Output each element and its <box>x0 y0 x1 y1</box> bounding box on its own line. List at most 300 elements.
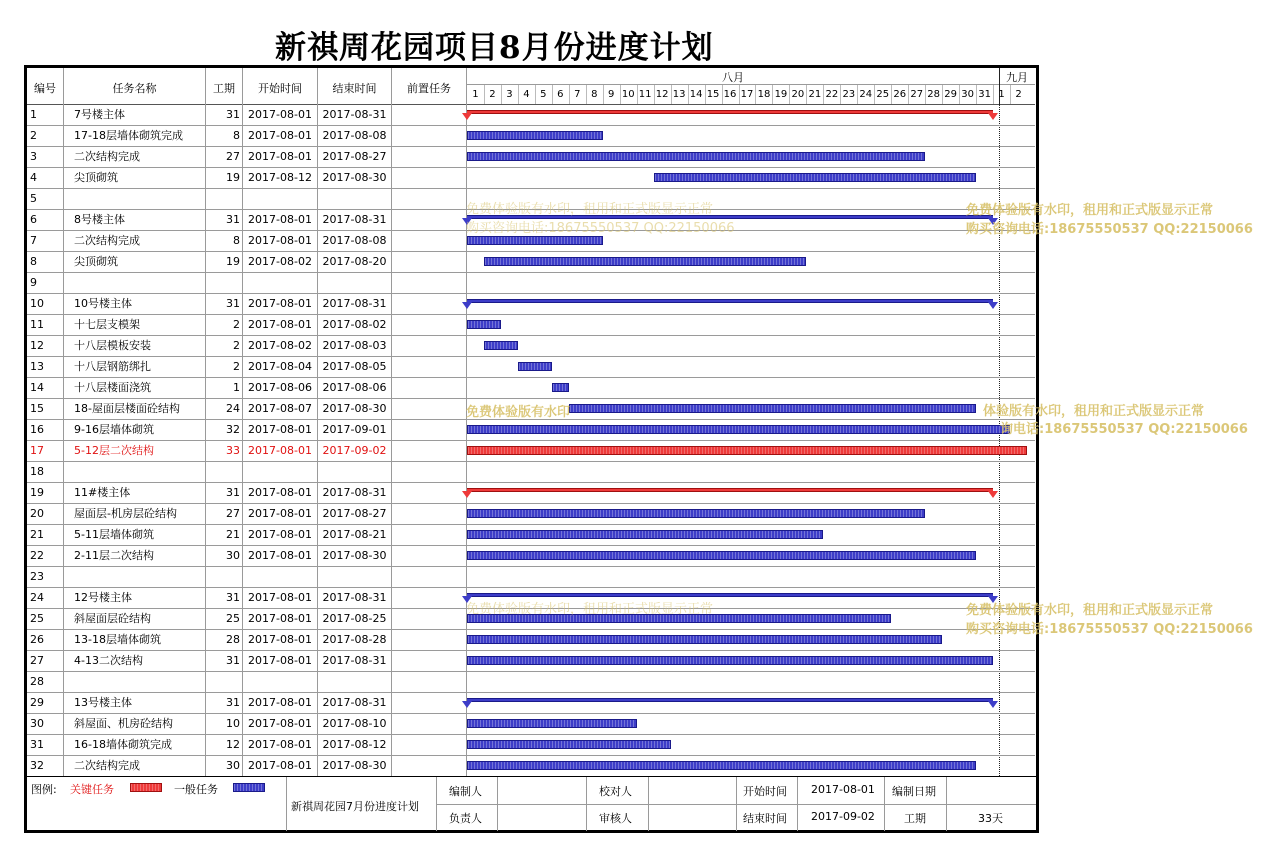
watermark-1: 免费体验版有水印，租用和正式版显示正常 <box>466 202 714 217</box>
timeline-day: 29 <box>944 89 957 100</box>
task-start: 2017-08-02 <box>248 339 312 352</box>
timeline-day: 14 <box>689 89 703 100</box>
task-duration: 19 <box>226 255 240 268</box>
header-start: 开始时间 <box>258 82 302 95</box>
task-duration <box>206 272 240 293</box>
task-duration: 2 <box>233 318 240 331</box>
task-name: 二次结构完成 <box>74 234 140 247</box>
summary-end-marker <box>988 491 998 498</box>
responsible-label: 负责人 <box>449 812 482 825</box>
task-name: 2-11层二次结构 <box>74 549 154 562</box>
task-duration: 25 <box>226 612 240 625</box>
task-duration: 10 <box>226 717 240 730</box>
task-id: 6 <box>30 213 37 226</box>
timeline-day: 1 <box>998 89 1005 100</box>
task-id: 22 <box>30 549 44 562</box>
proofreader-label: 校对人 <box>599 785 632 798</box>
footer-div-7 <box>797 777 798 831</box>
task-name: 5-12层二次结构 <box>74 444 154 457</box>
task-name: 斜屋面、机房砼结构 <box>74 717 173 730</box>
summary-end-marker <box>988 701 998 708</box>
day-tick <box>705 85 706 104</box>
day-tick <box>518 85 519 104</box>
legend-critical-label: 关键任务 <box>70 783 114 796</box>
day-tick <box>620 85 621 104</box>
task-duration: 27 <box>226 507 240 520</box>
task-start <box>243 566 317 587</box>
task-start: 2017-08-01 <box>248 486 312 499</box>
summary-start-marker <box>462 113 472 120</box>
task-duration: 27 <box>226 150 240 163</box>
day-tick <box>755 85 756 104</box>
day-tick <box>722 85 723 104</box>
day-tick <box>823 85 824 104</box>
task-id: 29 <box>30 696 44 709</box>
task-id: 21 <box>30 528 44 541</box>
task-duration: 21 <box>226 528 240 541</box>
task-end: 2017-08-31 <box>322 108 387 121</box>
task-end <box>318 566 391 587</box>
task-bar <box>552 383 569 392</box>
day-tick <box>806 85 807 104</box>
task-duration: 8 <box>233 129 240 142</box>
task-start: 2017-08-01 <box>248 423 312 436</box>
day-tick <box>739 85 740 104</box>
task-duration <box>206 671 240 692</box>
watermark-9: 免费体验版有水印，租用和正式版显示正常 <box>966 603 1214 618</box>
timeline-day: 25 <box>876 89 890 100</box>
task-duration: 19 <box>226 171 240 184</box>
task-start: 2017-08-01 <box>248 759 312 772</box>
task-id: 13 <box>30 360 44 373</box>
task-name: 十八层钢筋绑扎 <box>74 360 151 373</box>
task-end: 2017-08-25 <box>322 612 387 625</box>
timeline-day: 19 <box>774 89 788 100</box>
day-tick <box>1010 85 1011 104</box>
task-duration: 2 <box>233 339 240 352</box>
day-tick <box>976 85 977 104</box>
task-bar <box>467 530 823 539</box>
task-start: 2017-08-01 <box>248 213 312 226</box>
task-duration: 28 <box>226 633 240 646</box>
task-name: 7号楼主体 <box>74 108 125 121</box>
timeline-day: 31 <box>978 89 991 100</box>
task-id: 17 <box>30 444 44 457</box>
header-month-sep: 九月 <box>1006 71 1028 84</box>
task-bar <box>467 656 993 665</box>
timeline-day: 23 <box>842 89 856 100</box>
task-name <box>74 671 204 692</box>
task-end: 2017-08-02 <box>322 318 387 331</box>
task-name: 13-18层墙体砌筑 <box>74 633 161 646</box>
task-end: 2017-09-01 <box>322 423 387 436</box>
day-tick <box>993 85 994 104</box>
task-name: 8号楼主体 <box>74 213 125 226</box>
task-id: 28 <box>30 675 44 688</box>
summary-bar <box>467 110 993 114</box>
footer-plan-name: 新祺周花园7月份进度计划 <box>291 800 419 813</box>
task-end: 2017-08-20 <box>322 255 387 268</box>
task-end: 2017-08-03 <box>322 339 387 352</box>
timeline-day: 3 <box>506 89 513 100</box>
task-name: 二次结构完成 <box>74 150 140 163</box>
task-duration: 2 <box>233 360 240 373</box>
watermark-5: 免费体验版有水印 <box>466 405 571 420</box>
task-id: 9 <box>30 276 37 289</box>
critical-task-bar <box>467 446 1027 455</box>
watermark-6: 体验版有水印，租用和正式版显示正常 <box>983 404 1205 419</box>
task-id: 31 <box>30 738 44 751</box>
day-tick <box>942 85 943 104</box>
task-name <box>74 188 204 209</box>
day-tick <box>688 85 689 104</box>
task-bar <box>467 425 1010 434</box>
task-name: 13号楼主体 <box>74 696 132 709</box>
day-tick <box>908 85 909 104</box>
task-duration: 31 <box>226 696 240 709</box>
timeline-day: 28 <box>927 89 941 100</box>
summary-start-marker <box>462 218 472 225</box>
day-tick <box>925 85 926 104</box>
task-start: 2017-08-01 <box>248 507 312 520</box>
task-name: 十八层模板安装 <box>74 339 151 352</box>
task-id: 25 <box>30 612 44 625</box>
summary-end-marker <box>988 113 998 120</box>
timeline-day: 1 <box>472 89 479 100</box>
footer-duration-label: 工期 <box>904 812 926 825</box>
task-duration: 31 <box>226 213 240 226</box>
summary-bar <box>467 488 993 492</box>
timeline-day: 6 <box>557 89 564 100</box>
legend-normal-label: 一般任务 <box>174 783 218 796</box>
task-bar <box>467 236 603 245</box>
task-name: 屋面层-机房层砼结构 <box>74 507 177 520</box>
task-name: 18-屋面层楼面砼结构 <box>74 402 180 415</box>
timeline-day: 16 <box>723 89 737 100</box>
timeline-day: 18 <box>757 89 771 100</box>
footer-start-label: 开始时间 <box>743 785 787 798</box>
task-end: 2017-08-30 <box>322 759 387 772</box>
task-start: 2017-08-01 <box>248 150 312 163</box>
task-start: 2017-08-01 <box>248 591 312 604</box>
task-name: 16-18墙体砌筑完成 <box>74 738 172 751</box>
task-name <box>74 566 204 587</box>
task-name: 12号楼主体 <box>74 591 132 604</box>
task-start: 2017-08-07 <box>248 402 312 415</box>
watermark-8: 免费体验版有水印，租用和正式版显示正常 <box>466 602 714 617</box>
task-end: 2017-08-12 <box>322 738 387 751</box>
header-id: 编号 <box>34 82 56 95</box>
task-name: 9-16层墙体砌筑 <box>74 423 154 436</box>
task-id: 27 <box>30 654 44 667</box>
task-end: 2017-08-30 <box>322 402 387 415</box>
task-start: 2017-08-01 <box>248 696 312 709</box>
summary-end-marker <box>988 302 998 309</box>
summary-start-marker <box>462 701 472 708</box>
task-bar <box>467 320 501 329</box>
task-duration: 12 <box>226 738 240 751</box>
task-bar <box>467 740 671 749</box>
task-end: 2017-08-31 <box>322 297 387 310</box>
task-name: 尖顶砌筑 <box>74 255 118 268</box>
task-duration: 8 <box>233 234 240 247</box>
task-bar <box>484 341 518 350</box>
task-duration: 30 <box>226 759 240 772</box>
day-tick <box>671 85 672 104</box>
summary-bar <box>467 299 993 303</box>
summary-bar <box>467 593 993 597</box>
task-duration: 30 <box>226 549 240 562</box>
task-id: 24 <box>30 591 44 604</box>
task-bar <box>484 257 806 266</box>
task-duration: 31 <box>226 654 240 667</box>
compiler-label: 编制人 <box>449 785 482 798</box>
summary-start-marker <box>462 491 472 498</box>
task-duration: 32 <box>226 423 240 436</box>
day-tick <box>874 85 875 104</box>
task-bar <box>569 404 976 413</box>
task-start <box>243 188 317 209</box>
task-end: 2017-08-31 <box>322 591 387 604</box>
day-tick <box>789 85 790 104</box>
task-end <box>318 188 391 209</box>
task-start: 2017-08-01 <box>248 738 312 751</box>
task-start <box>243 461 317 482</box>
footer-div-5 <box>648 777 649 831</box>
task-duration: 31 <box>226 297 240 310</box>
task-bar <box>467 509 925 518</box>
task-end: 2017-08-27 <box>322 507 387 520</box>
task-name: 二次结构完成 <box>74 759 140 772</box>
header-month-aug: 八月 <box>722 71 744 84</box>
task-name: 10号楼主体 <box>74 297 132 310</box>
timeline-day: 20 <box>791 89 805 100</box>
timeline-day: 27 <box>910 89 924 100</box>
task-duration <box>206 461 240 482</box>
column-line <box>466 68 467 776</box>
task-name: 斜屋面层砼结构 <box>74 612 151 625</box>
task-id: 16 <box>30 423 44 436</box>
header-duration: 工期 <box>213 82 235 95</box>
task-start: 2017-08-01 <box>248 108 312 121</box>
reviewer-label: 审核人 <box>599 812 632 825</box>
task-name: 十七层支模架 <box>74 318 140 331</box>
task-end <box>318 272 391 293</box>
timeline-day: 17 <box>740 89 754 100</box>
task-id: 7 <box>30 234 37 247</box>
summary-start-marker <box>462 302 472 309</box>
task-duration: 24 <box>226 402 240 415</box>
task-end <box>318 671 391 692</box>
summary-bar <box>467 698 993 702</box>
task-end: 2017-08-10 <box>322 717 387 730</box>
task-end: 2017-08-28 <box>322 633 387 646</box>
task-id: 23 <box>30 570 44 583</box>
legend-label: 图例: <box>31 783 57 796</box>
task-id: 15 <box>30 402 44 415</box>
footer-end-label: 结束时间 <box>743 812 787 825</box>
task-end: 2017-08-08 <box>322 234 387 247</box>
day-tick <box>586 85 587 104</box>
timeline-day: 2 <box>1015 89 1022 100</box>
timeline-day: 2 <box>489 89 496 100</box>
day-tick <box>552 85 553 104</box>
column-line <box>63 68 64 776</box>
task-end: 2017-08-30 <box>322 171 387 184</box>
task-name <box>74 461 204 482</box>
task-id: 18 <box>30 465 44 478</box>
task-name: 11#楼主体 <box>74 486 131 499</box>
task-start: 2017-08-02 <box>248 255 312 268</box>
summary-start-marker <box>462 596 472 603</box>
page-title: 新祺周花园项目8月份进度计划 <box>275 30 714 66</box>
task-end: 2017-08-30 <box>322 549 387 562</box>
task-name: 4-13二次结构 <box>74 654 143 667</box>
timeline-day: 15 <box>706 89 720 100</box>
task-name: 5-11层墙体砌筑 <box>74 528 154 541</box>
task-start: 2017-08-01 <box>248 654 312 667</box>
task-start: 2017-08-01 <box>248 318 312 331</box>
timeline-day: 13 <box>672 89 686 100</box>
timeline-day: 4 <box>523 89 530 100</box>
task-start: 2017-08-01 <box>248 528 312 541</box>
task-duration <box>206 188 240 209</box>
task-duration: 31 <box>226 108 240 121</box>
task-start: 2017-08-01 <box>248 234 312 247</box>
task-end: 2017-08-05 <box>322 360 387 373</box>
task-name: 17-18层墙体砌筑完成 <box>74 129 183 142</box>
footer-div-4 <box>586 777 587 831</box>
task-id: 8 <box>30 255 37 268</box>
task-bar <box>467 635 942 644</box>
task-start: 2017-08-01 <box>248 549 312 562</box>
task-start <box>243 671 317 692</box>
task-bar <box>467 131 603 140</box>
footer-div-2 <box>436 777 437 831</box>
footer-div-3 <box>497 777 498 831</box>
footer-end-value: 2017-09-02 <box>811 810 875 823</box>
task-id: 5 <box>30 192 37 205</box>
task-end: 2017-09-02 <box>322 444 387 457</box>
header-end: 结束时间 <box>332 82 377 95</box>
task-bar <box>467 719 637 728</box>
footer-div-1 <box>286 777 287 831</box>
task-id: 1 <box>30 108 37 121</box>
day-tick <box>959 85 960 104</box>
timeline-day: 9 <box>608 89 615 100</box>
summary-end-marker <box>988 218 998 225</box>
day-tick <box>772 85 773 104</box>
day-tick <box>484 85 485 104</box>
timeline-day: 22 <box>825 89 839 100</box>
task-start <box>243 272 317 293</box>
watermark-7: 询电话:18675550537 QQ:22150066 <box>1000 422 1248 437</box>
task-end: 2017-08-27 <box>322 150 387 163</box>
task-bar <box>467 614 891 623</box>
task-id: 19 <box>30 486 44 499</box>
task-duration: 31 <box>226 486 240 499</box>
task-bar <box>518 362 552 371</box>
task-start: 2017-08-06 <box>248 381 312 394</box>
timeline-day: 8 <box>591 89 598 100</box>
timeline-day: 21 <box>808 89 822 100</box>
task-id: 32 <box>30 759 44 772</box>
task-id: 2 <box>30 129 37 142</box>
task-id: 10 <box>30 297 44 310</box>
task-id: 12 <box>30 339 44 352</box>
task-duration: 1 <box>233 381 240 394</box>
day-tick <box>603 85 604 104</box>
watermark-3: 免费体验版有水印，租用和正式版显示正常 <box>966 203 1214 218</box>
task-end: 2017-08-06 <box>322 381 387 394</box>
task-id: 11 <box>30 318 44 331</box>
day-tick <box>535 85 536 104</box>
task-id: 4 <box>30 171 37 184</box>
task-start: 2017-08-01 <box>248 297 312 310</box>
column-line <box>391 68 392 776</box>
task-end <box>318 461 391 482</box>
task-name <box>74 272 204 293</box>
task-id: 14 <box>30 381 44 394</box>
footer-div-6 <box>736 777 737 831</box>
day-tick <box>891 85 892 104</box>
task-end: 2017-08-31 <box>322 696 387 709</box>
task-duration: 33 <box>226 444 240 457</box>
timeline-day: 26 <box>893 89 907 100</box>
watermark-10: 购买咨询电话:18675550537 QQ:22150066 <box>966 622 1253 637</box>
day-tick <box>857 85 858 104</box>
header-predecessor: 前置任务 <box>407 82 451 95</box>
task-end: 2017-08-21 <box>322 528 387 541</box>
task-start: 2017-08-01 <box>248 612 312 625</box>
summary-bar <box>467 215 993 219</box>
timeline-day: 5 <box>540 89 547 100</box>
day-tick <box>501 85 502 104</box>
watermark-2: 购买咨询电话:18675550537 QQ:22150066 <box>466 221 735 236</box>
task-bar <box>467 761 976 770</box>
day-tick <box>637 85 638 104</box>
task-start: 2017-08-01 <box>248 444 312 457</box>
task-start: 2017-08-01 <box>248 129 312 142</box>
task-id: 3 <box>30 150 37 163</box>
timeline-day: 30 <box>961 89 974 100</box>
header-name: 任务名称 <box>112 82 157 95</box>
day-tick <box>569 85 570 104</box>
timeline-day: 11 <box>638 89 652 100</box>
footer-div-8 <box>884 777 885 831</box>
legend-normal-swatch <box>233 783 265 792</box>
footer-duration-value: 33天 <box>978 812 1003 825</box>
task-duration <box>206 566 240 587</box>
watermark-4: 购买咨询电话:18675550537 QQ:22150066 <box>966 222 1253 237</box>
task-duration: 31 <box>226 591 240 604</box>
task-id: 30 <box>30 717 44 730</box>
task-id: 26 <box>30 633 44 646</box>
task-end: 2017-08-31 <box>322 654 387 667</box>
task-name: 十八层楼面浇筑 <box>74 381 151 394</box>
day-tick <box>654 85 655 104</box>
task-bar <box>654 173 976 182</box>
task-name: 尖顶砌筑 <box>74 171 118 184</box>
timeline-day: 10 <box>621 89 635 100</box>
timeline-day: 24 <box>859 89 873 100</box>
task-bar <box>467 152 925 161</box>
timeline-day: 7 <box>574 89 581 100</box>
task-end: 2017-08-31 <box>322 486 387 499</box>
task-bar <box>467 551 976 560</box>
task-start: 2017-08-12 <box>248 171 312 184</box>
day-tick <box>840 85 841 104</box>
